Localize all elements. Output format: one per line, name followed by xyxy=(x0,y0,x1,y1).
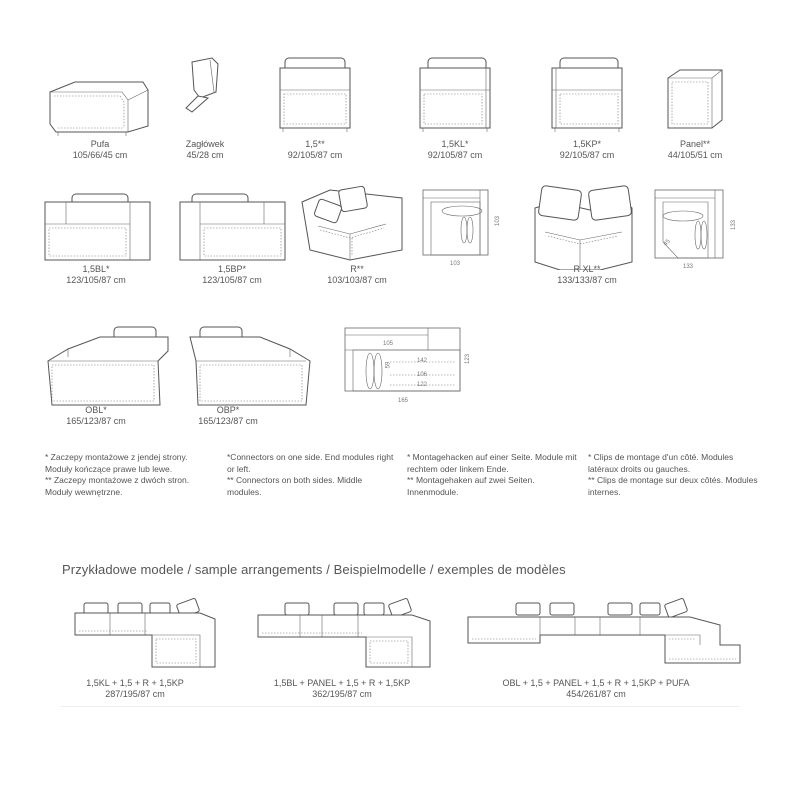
rxl-plan-inner: 45 xyxy=(662,238,672,248)
caption-headrest: Zagłówek 45/28 cm xyxy=(185,139,225,160)
module-1-5bp-drawing xyxy=(180,194,285,260)
r-plan-width: 103 xyxy=(450,261,461,267)
note-german: * Montagehacken auf einer Seite. Module mit rechtem oder linkem Ende. ** Montagehaken auf zwei Seiten. Innenmodule. xyxy=(407,452,577,497)
module-drawings-row1 xyxy=(0,40,800,140)
caption-1-5: 1,5** 92/105/87 cm xyxy=(287,139,343,160)
r-plan-height: 103 xyxy=(495,215,502,227)
arrangements-heading: Przykładowe modele / sample arrangements / Beispielmodelle / exemples de modèles xyxy=(62,562,566,577)
caption-obl: OBL* 165/123/87 cm xyxy=(66,405,126,426)
rxl-plan-width: 133 xyxy=(683,264,694,270)
caption-arrangement-2: 1,5BL + PANEL + 1,5 + R + 1,5KP 362/195/87 cm xyxy=(273,678,411,699)
module-rxl-plan xyxy=(655,190,723,258)
caption-rxl: R XL** 133/133/87 cm xyxy=(557,264,617,285)
module-r-plan xyxy=(423,190,488,255)
ob-plan-width: 165 xyxy=(398,398,409,404)
caption-1-5kl: 1,5KL* 92/105/87 cm xyxy=(427,139,483,160)
module-ob-plan xyxy=(345,328,460,391)
panel-drawing xyxy=(668,70,722,128)
caption-panel: Panel** 44/105/51 cm xyxy=(667,139,723,160)
caption-r: R** 103/103/87 cm xyxy=(327,264,387,285)
caption-arrangement-1: 1,5KL + 1,5 + R + 1,5KP 287/195/87 cm xyxy=(86,678,184,699)
module-1-5kp-drawing xyxy=(552,58,622,132)
ob-plan-d3: 122 xyxy=(417,382,428,388)
ob-plan-top: 105 xyxy=(383,341,394,347)
arrangement-1-drawing xyxy=(75,598,215,667)
caption-obp: OBP* 165/123/87 cm xyxy=(198,405,258,426)
caption-1-5kp: 1,5KP* 92/105/87 cm xyxy=(559,139,615,160)
module-obp-drawing xyxy=(190,327,310,405)
module-r-drawing xyxy=(302,186,402,260)
caption-1-5bp: 1,5BP* 123/105/87 cm xyxy=(202,264,262,285)
ob-plan-d2: 106 xyxy=(417,372,428,378)
pufa-drawing xyxy=(50,82,148,136)
ob-plan-small: 59 xyxy=(385,361,392,369)
caption-1-5bl: 1,5BL* 123/105/87 cm xyxy=(66,264,126,285)
rxl-plan-height: 133 xyxy=(731,219,738,231)
module-drawings-row2 xyxy=(0,180,800,270)
module-1-5bl-drawing xyxy=(45,194,150,260)
arrangement-2-drawing xyxy=(258,598,430,667)
bottom-divider xyxy=(60,706,740,707)
module-obl-drawing xyxy=(48,327,168,405)
note-english: *Connectors on one side. End modules right or left. ** Connectors on both sides. Middle modules. xyxy=(227,452,394,497)
module-1-5kl-drawing xyxy=(420,58,490,132)
ob-plan-d1: 142 xyxy=(417,358,428,364)
caption-pufa: Pufa 105/66/45 cm xyxy=(72,139,128,160)
note-french: * Clips de montage d'un côté. Modules latéraux droits ou gauches. ** Clips de montage sur deux côtés. Modules internes. xyxy=(588,452,758,497)
arrangement-drawings xyxy=(0,595,800,675)
arrangement-3-drawing xyxy=(468,598,740,663)
headrest-drawing xyxy=(186,58,218,112)
ob-plan-height: 123 xyxy=(465,353,472,365)
module-rxl-drawing xyxy=(535,185,632,270)
note-polish: * Zaczepy montażowe z jendej strony. Moduły kończące prawe lub lewe. ** Zaczepy montażowe z dwóch stron. Moduły wewnętrzne. xyxy=(45,452,190,497)
module-1-5-drawing xyxy=(280,58,350,132)
caption-arrangement-3: OBL + 1,5 + PANEL + 1,5 + R + 1,5KP + PUFA 454/261/87 cm xyxy=(502,678,690,699)
